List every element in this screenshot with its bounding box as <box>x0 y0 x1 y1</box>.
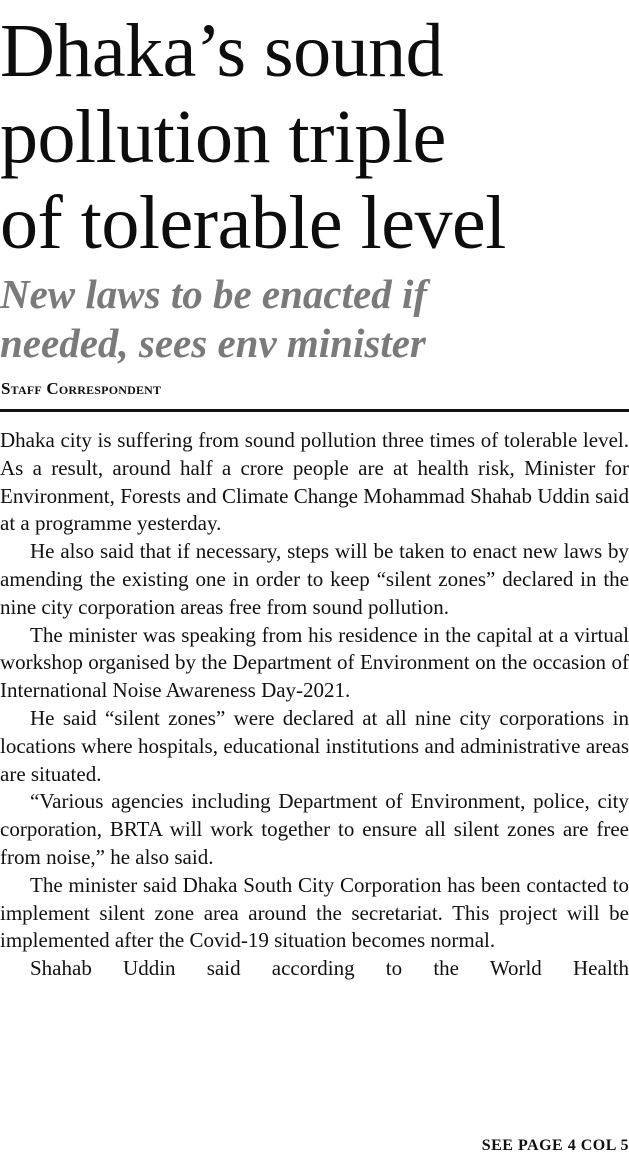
subheadline-line-2: needed, sees env minister <box>0 320 426 366</box>
headline-line-1: Dhaka’s sound <box>0 9 444 93</box>
subheadline <box>0 270 629 368</box>
article-paragraph-7: Shahab Uddin said according to the World Health <box>30 956 629 981</box>
byline: Staff Correspondent <box>1 379 162 398</box>
article-paragraph-6: The minister said Dhaka South City Corporation has been contacted to implement silent zone area around the secretariat. This project will be implemented after the Covid-19 situation becomes normal. <box>0 872 629 953</box>
headline <box>0 8 629 266</box>
continued-on-page: SEE PAGE 4 COL 5 <box>481 1137 629 1154</box>
article-body <box>0 427 629 983</box>
byline-divider <box>0 409 629 412</box>
subheadline-line-1: New laws to be enacted if <box>0 271 428 317</box>
headline-line-2: pollution triple <box>0 95 446 179</box>
article-paragraph-2: He also said that if necessary, steps will be taken to enact new laws by amending the existing one in order to keep “silent zones” declared in the nine city corporation areas free from sound pollution. <box>0 539 629 619</box>
headline-line-3: of tolerable level <box>0 181 506 265</box>
article-paragraph-1: Dhaka city is suffering from sound pollution three times of tolerable level. As a result, around half a crore people are at health risk, Minister for Environment, Forests and Climate Change Mohammad Shahab Uddin said at a programme yesterday. <box>0 428 629 536</box>
article-paragraph-5: “Various agencies including Department of Environment, police, city corporation, BRTA will work together to ensure all silent zones are free from noise,” he also said. <box>0 789 629 869</box>
article-paragraph-3: The minister was speaking from his residence in the capital at a virtual workshop organised by the Department of Environment on the occasion of International Noise Awareness Day-2021. <box>0 622 629 703</box>
article-paragraph-4: He said “silent zones” were declared at all nine city corporations in locations where hospitals, educational institutions and administrative areas are situated. <box>0 705 629 786</box>
